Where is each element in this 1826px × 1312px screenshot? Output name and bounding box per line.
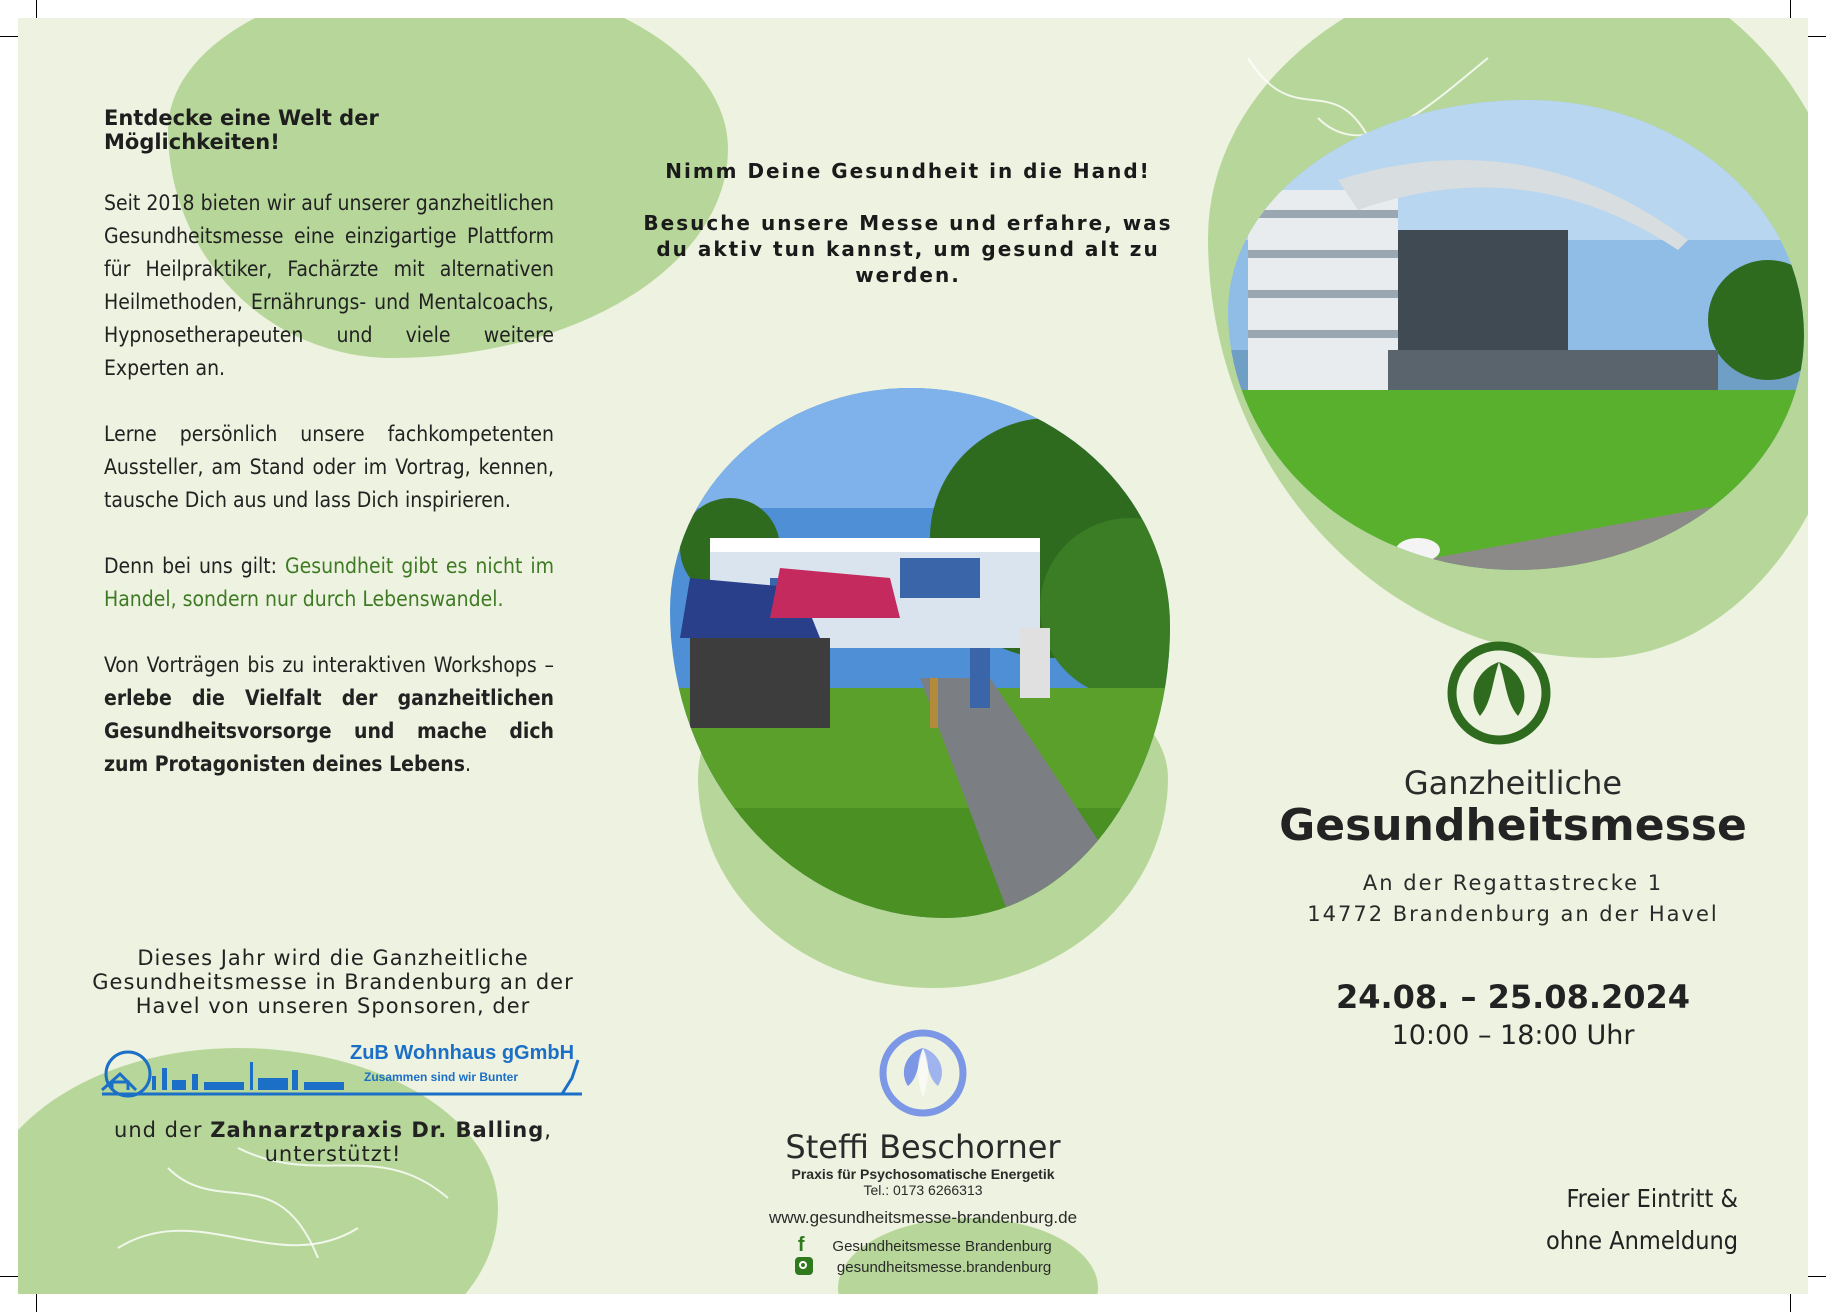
workshop-bold: erlebe die Vielfalt der ganzheitlichen Gesundheitsvorsorge und mache dich zum Protagonisten deines Lebens xyxy=(104,686,554,776)
contact-name: Steffi Beschorner xyxy=(785,1128,1061,1166)
crop-mark-tr-h xyxy=(1808,36,1826,37)
learn-paragraph: Lerne persönlich unsere fachkompetenten Aussteller, am Stand oder im Vortrag, kennen, tausche Dich aus und lass Dich inspirieren. xyxy=(104,422,554,512)
sponsor2-text xyxy=(88,1118,578,1166)
crop-mark-tl-h xyxy=(0,36,18,37)
left-heading: Entdecke eine Welt der Möglichkeiten! xyxy=(104,106,379,154)
event-date: 24.08. – 25.08.2024 xyxy=(1335,978,1691,1016)
free-entry xyxy=(1546,1178,1738,1262)
free-entry-line-1: Freier Eintritt & xyxy=(1566,1184,1738,1213)
facebook-label: Gesundheitsmesse Brandenburg xyxy=(832,1238,1052,1255)
address-line-2: 14772 Brandenburg an der Havel xyxy=(1307,902,1719,926)
steffi-logo-icon xyxy=(878,1028,968,1118)
crop-mark-br-h xyxy=(1808,1276,1826,1277)
middle-headline xyxy=(628,158,1188,288)
motto-paragraph xyxy=(104,550,554,616)
instagram-entry[interactable] xyxy=(785,1257,1062,1276)
contact-phone: Tel.: 0173 6266313 xyxy=(863,1182,983,1198)
free-entry-line-2: ohne Anmeldung xyxy=(1546,1226,1738,1255)
address-line-1: An der Regattastrecke 1 xyxy=(1362,871,1664,895)
leaf-logo-icon xyxy=(1446,640,1552,746)
instagram-icon xyxy=(795,1257,813,1275)
title-line-1: Ganzheitliche xyxy=(1403,764,1623,802)
motto-highlight: Gesundheit gibt es nicht im Handel, sondern nur durch Lebenswandel. xyxy=(104,554,554,611)
motto-prefix: Denn bei uns gilt: xyxy=(104,554,285,578)
event-time: 10:00 – 18:00 Uhr xyxy=(1391,1020,1635,1051)
crop-mark-bl-h xyxy=(0,1276,18,1277)
crop-mark-tr-v xyxy=(1790,0,1791,18)
facebook-icon: f xyxy=(797,1234,805,1256)
sponsor-text: Dieses Jahr wird die Ganzheitliche Gesundheitsmesse in Brandenburg an der Havel von unseren Sponsoren, der xyxy=(92,946,574,1018)
zub-logo-title: ZuB Wohnhaus gGmbH xyxy=(350,1042,575,1064)
address xyxy=(1238,868,1788,930)
zub-sponsor-logo xyxy=(92,1038,592,1100)
workshop-suffix: . xyxy=(465,752,471,776)
middle-headline-2: Besuche unsere Messe und erfahre, was du aktiv tun kannst, um gesund alt zu werden. xyxy=(643,211,1173,287)
website-link[interactable]: www.gesundheitsmesse-brandenburg.de xyxy=(768,1208,1078,1227)
crop-mark-br-v xyxy=(1790,1294,1791,1312)
title-line-2: Gesundheitsmesse xyxy=(1279,800,1747,851)
social-row xyxy=(638,1234,1208,1276)
sponsor2-bold: Zahnarztpraxis Dr. Balling xyxy=(210,1118,545,1142)
instagram-label: gesundheitsmesse.brandenburg xyxy=(836,1259,1052,1276)
sponsor2-prefix: und der xyxy=(114,1118,211,1142)
zub-logo-sub: Zusammen sind wir Bunter xyxy=(364,1070,519,1084)
contact-block xyxy=(638,1028,1208,1198)
left-panel xyxy=(104,106,554,814)
workshop-prefix: Von Vorträgen bis zu interaktiven Workshops – xyxy=(104,653,554,677)
middle-headline-1: Nimm Deine Gesundheit in die Hand! xyxy=(665,159,1151,183)
intro-paragraph: Seit 2018 bieten wir auf unserer ganzheitlichen Gesundheitsmesse eine einzigartige Plattform für Heilpraktiker, Fachärzte mit alternativen Heilmethoden, Ernährungs- und Mentalcoachs, Hypnosetherapeuten und viele weitere Experten an. xyxy=(104,191,554,380)
workshop-paragraph xyxy=(104,649,554,781)
crop-mark-bl-v xyxy=(36,1294,37,1312)
sponsor2-suffix: , unterstützt! xyxy=(264,1118,552,1166)
contact-subtitle: Praxis für Psychosomatische Energetik xyxy=(791,1166,1055,1182)
facebook-entry[interactable] xyxy=(784,1234,1061,1257)
brochure-sheet xyxy=(18,18,1808,1294)
crop-mark-tl-v xyxy=(36,0,37,18)
